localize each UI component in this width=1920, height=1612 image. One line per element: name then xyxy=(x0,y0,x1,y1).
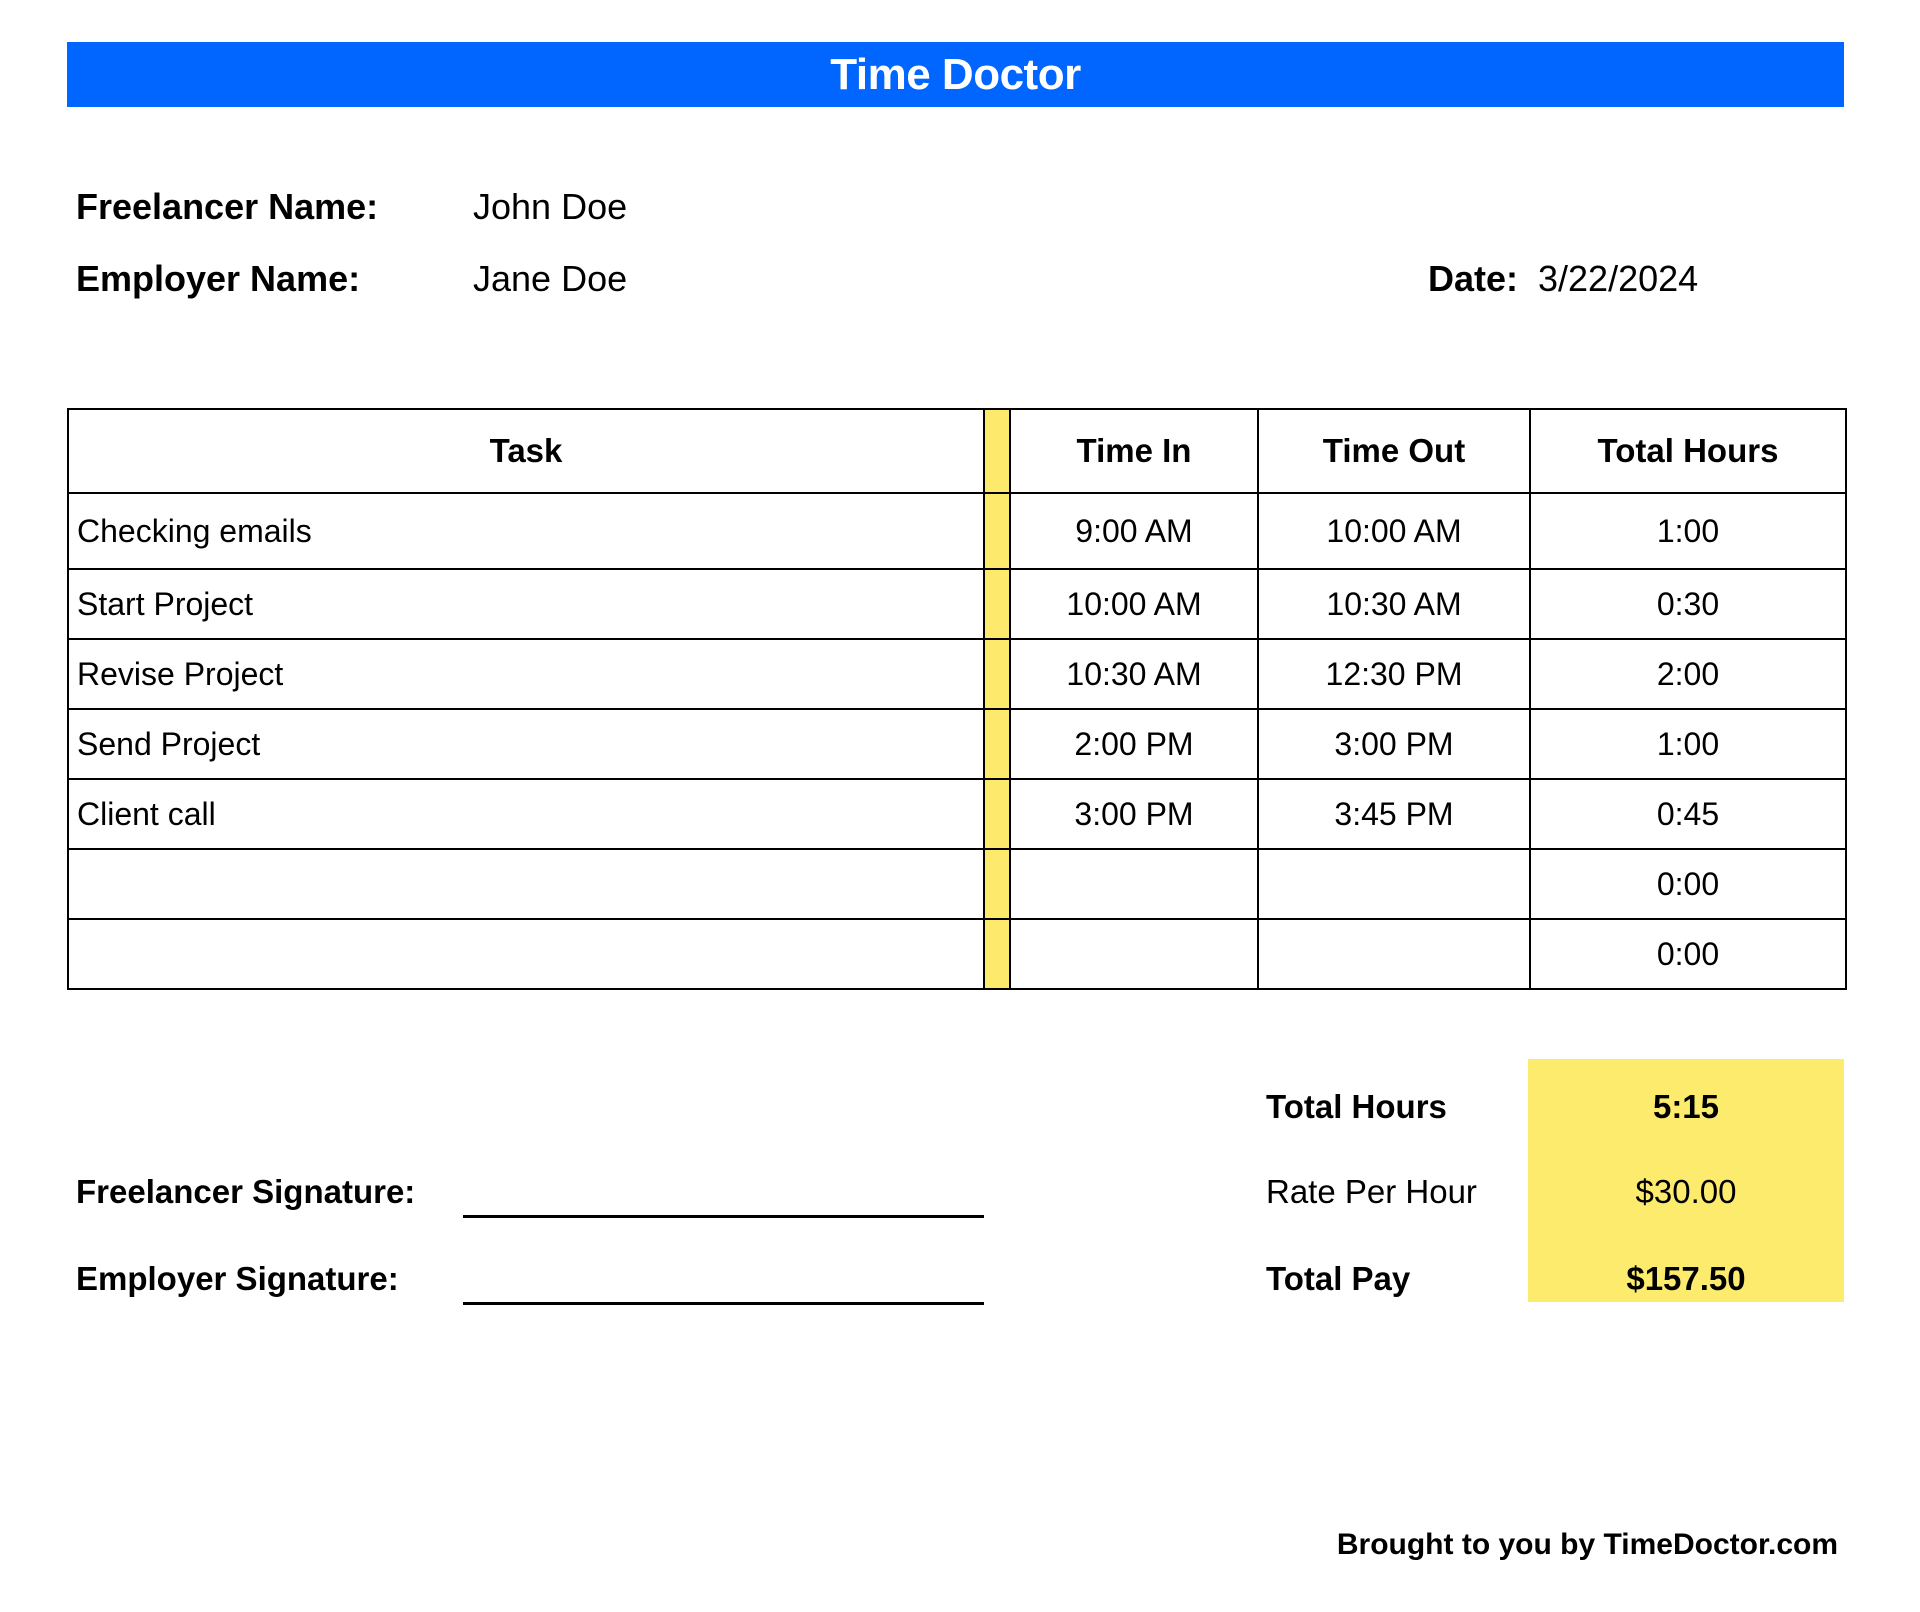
yellow-separator xyxy=(984,919,1010,989)
total-hours-label: Total Hours xyxy=(1266,1088,1447,1125)
task-cell[interactable] xyxy=(68,639,984,709)
freelancer-signature-line[interactable] xyxy=(463,1215,984,1218)
time-out-cell[interactable]: 3:00 PM xyxy=(1258,709,1530,779)
yellow-separator xyxy=(984,569,1010,639)
time-out-cell[interactable]: 10:30 AM xyxy=(1258,569,1530,639)
employer-name-label: Employer Name: xyxy=(76,258,361,299)
time-out-cell[interactable]: 12:30 PM xyxy=(1258,639,1530,709)
task-cell[interactable] xyxy=(68,569,984,639)
task-cell[interactable] xyxy=(68,493,984,569)
time-in-cell[interactable]: 10:00 AM xyxy=(1010,569,1258,639)
total-hours-cell: 2:00 xyxy=(1530,639,1846,709)
date-value[interactable]: 3/22/2024 xyxy=(1538,258,1699,299)
task-cell[interactable] xyxy=(68,919,984,989)
task-cell[interactable] xyxy=(68,779,984,849)
time-in-cell[interactable]: 3:00 PM xyxy=(1010,779,1258,849)
header-time-in: Time In xyxy=(1010,409,1258,493)
task-text: Client call xyxy=(77,795,216,832)
time-out-cell[interactable]: 3:45 PM xyxy=(1258,779,1530,849)
task-text: Revise Project xyxy=(77,655,284,692)
total-hours-cell: 0:45 xyxy=(1530,779,1846,849)
document-title-banner xyxy=(67,42,1844,107)
time-out-cell[interactable] xyxy=(1258,919,1530,989)
time-out-cell[interactable] xyxy=(1258,849,1530,919)
header-total-hours: Total Hours xyxy=(1530,409,1846,493)
time-in-cell[interactable] xyxy=(1010,919,1258,989)
time-in-cell[interactable]: 2:00 PM xyxy=(1010,709,1258,779)
total-pay-label: Total Pay xyxy=(1266,1260,1411,1297)
table-row xyxy=(68,639,1846,709)
employer-signature-label: Employer Signature: xyxy=(76,1260,399,1297)
yellow-separator xyxy=(984,709,1010,779)
employer-signature-line[interactable] xyxy=(463,1302,984,1305)
task-text xyxy=(69,866,77,902)
time-out-cell[interactable]: 10:00 AM xyxy=(1258,493,1530,569)
total-hours-value: 5:15 xyxy=(1652,1088,1720,1125)
table-row xyxy=(68,779,1846,849)
total-hours-cell: 1:00 xyxy=(1530,493,1846,569)
time-in-cell[interactable] xyxy=(1010,849,1258,919)
table-row xyxy=(68,849,1846,919)
total-hours-cell: 0:00 xyxy=(1530,849,1846,919)
rate-per-hour-label: Rate Per Hour xyxy=(1266,1173,1477,1210)
yellow-separator xyxy=(984,493,1010,569)
task-text xyxy=(69,936,77,972)
total-pay-value: $157.50 xyxy=(1626,1260,1746,1297)
total-hours-cell: 1:00 xyxy=(1530,709,1846,779)
total-hours-cell: 0:00 xyxy=(1530,919,1846,989)
task-text: Start Project xyxy=(77,585,254,622)
table-header-row xyxy=(68,409,1846,493)
task-cell[interactable] xyxy=(68,849,984,919)
employer-name-value[interactable]: Jane Doe xyxy=(473,258,628,299)
yellow-separator xyxy=(984,639,1010,709)
yellow-separator xyxy=(984,849,1010,919)
freelancer-name-value[interactable]: John Doe xyxy=(473,186,628,227)
table-row xyxy=(68,493,1846,569)
footer-credit: Brought to you by TimeDoctor.com xyxy=(1336,1528,1838,1561)
task-text: Send Project xyxy=(77,725,261,762)
task-cell[interactable] xyxy=(68,709,984,779)
header-task: Task xyxy=(68,409,984,493)
freelancer-signature-label: Freelancer Signature: xyxy=(76,1173,416,1210)
task-text: Checking emails xyxy=(77,512,312,549)
yellow-separator xyxy=(984,779,1010,849)
total-hours-cell: 0:30 xyxy=(1530,569,1846,639)
freelancer-name-label: Freelancer Name: xyxy=(76,186,379,227)
date-label: Date: xyxy=(1428,258,1519,299)
table-row xyxy=(68,919,1846,989)
header-time-out: Time Out xyxy=(1258,409,1530,493)
timesheet-table xyxy=(67,408,1847,990)
table-row xyxy=(68,569,1846,639)
document-title: Time Doctor xyxy=(830,49,1081,99)
rate-per-hour-value[interactable]: $30.00 xyxy=(1635,1173,1737,1210)
table-row xyxy=(68,709,1846,779)
time-in-cell[interactable]: 10:30 AM xyxy=(1010,639,1258,709)
yellow-separator xyxy=(984,409,1010,493)
time-in-cell[interactable]: 9:00 AM xyxy=(1010,493,1258,569)
